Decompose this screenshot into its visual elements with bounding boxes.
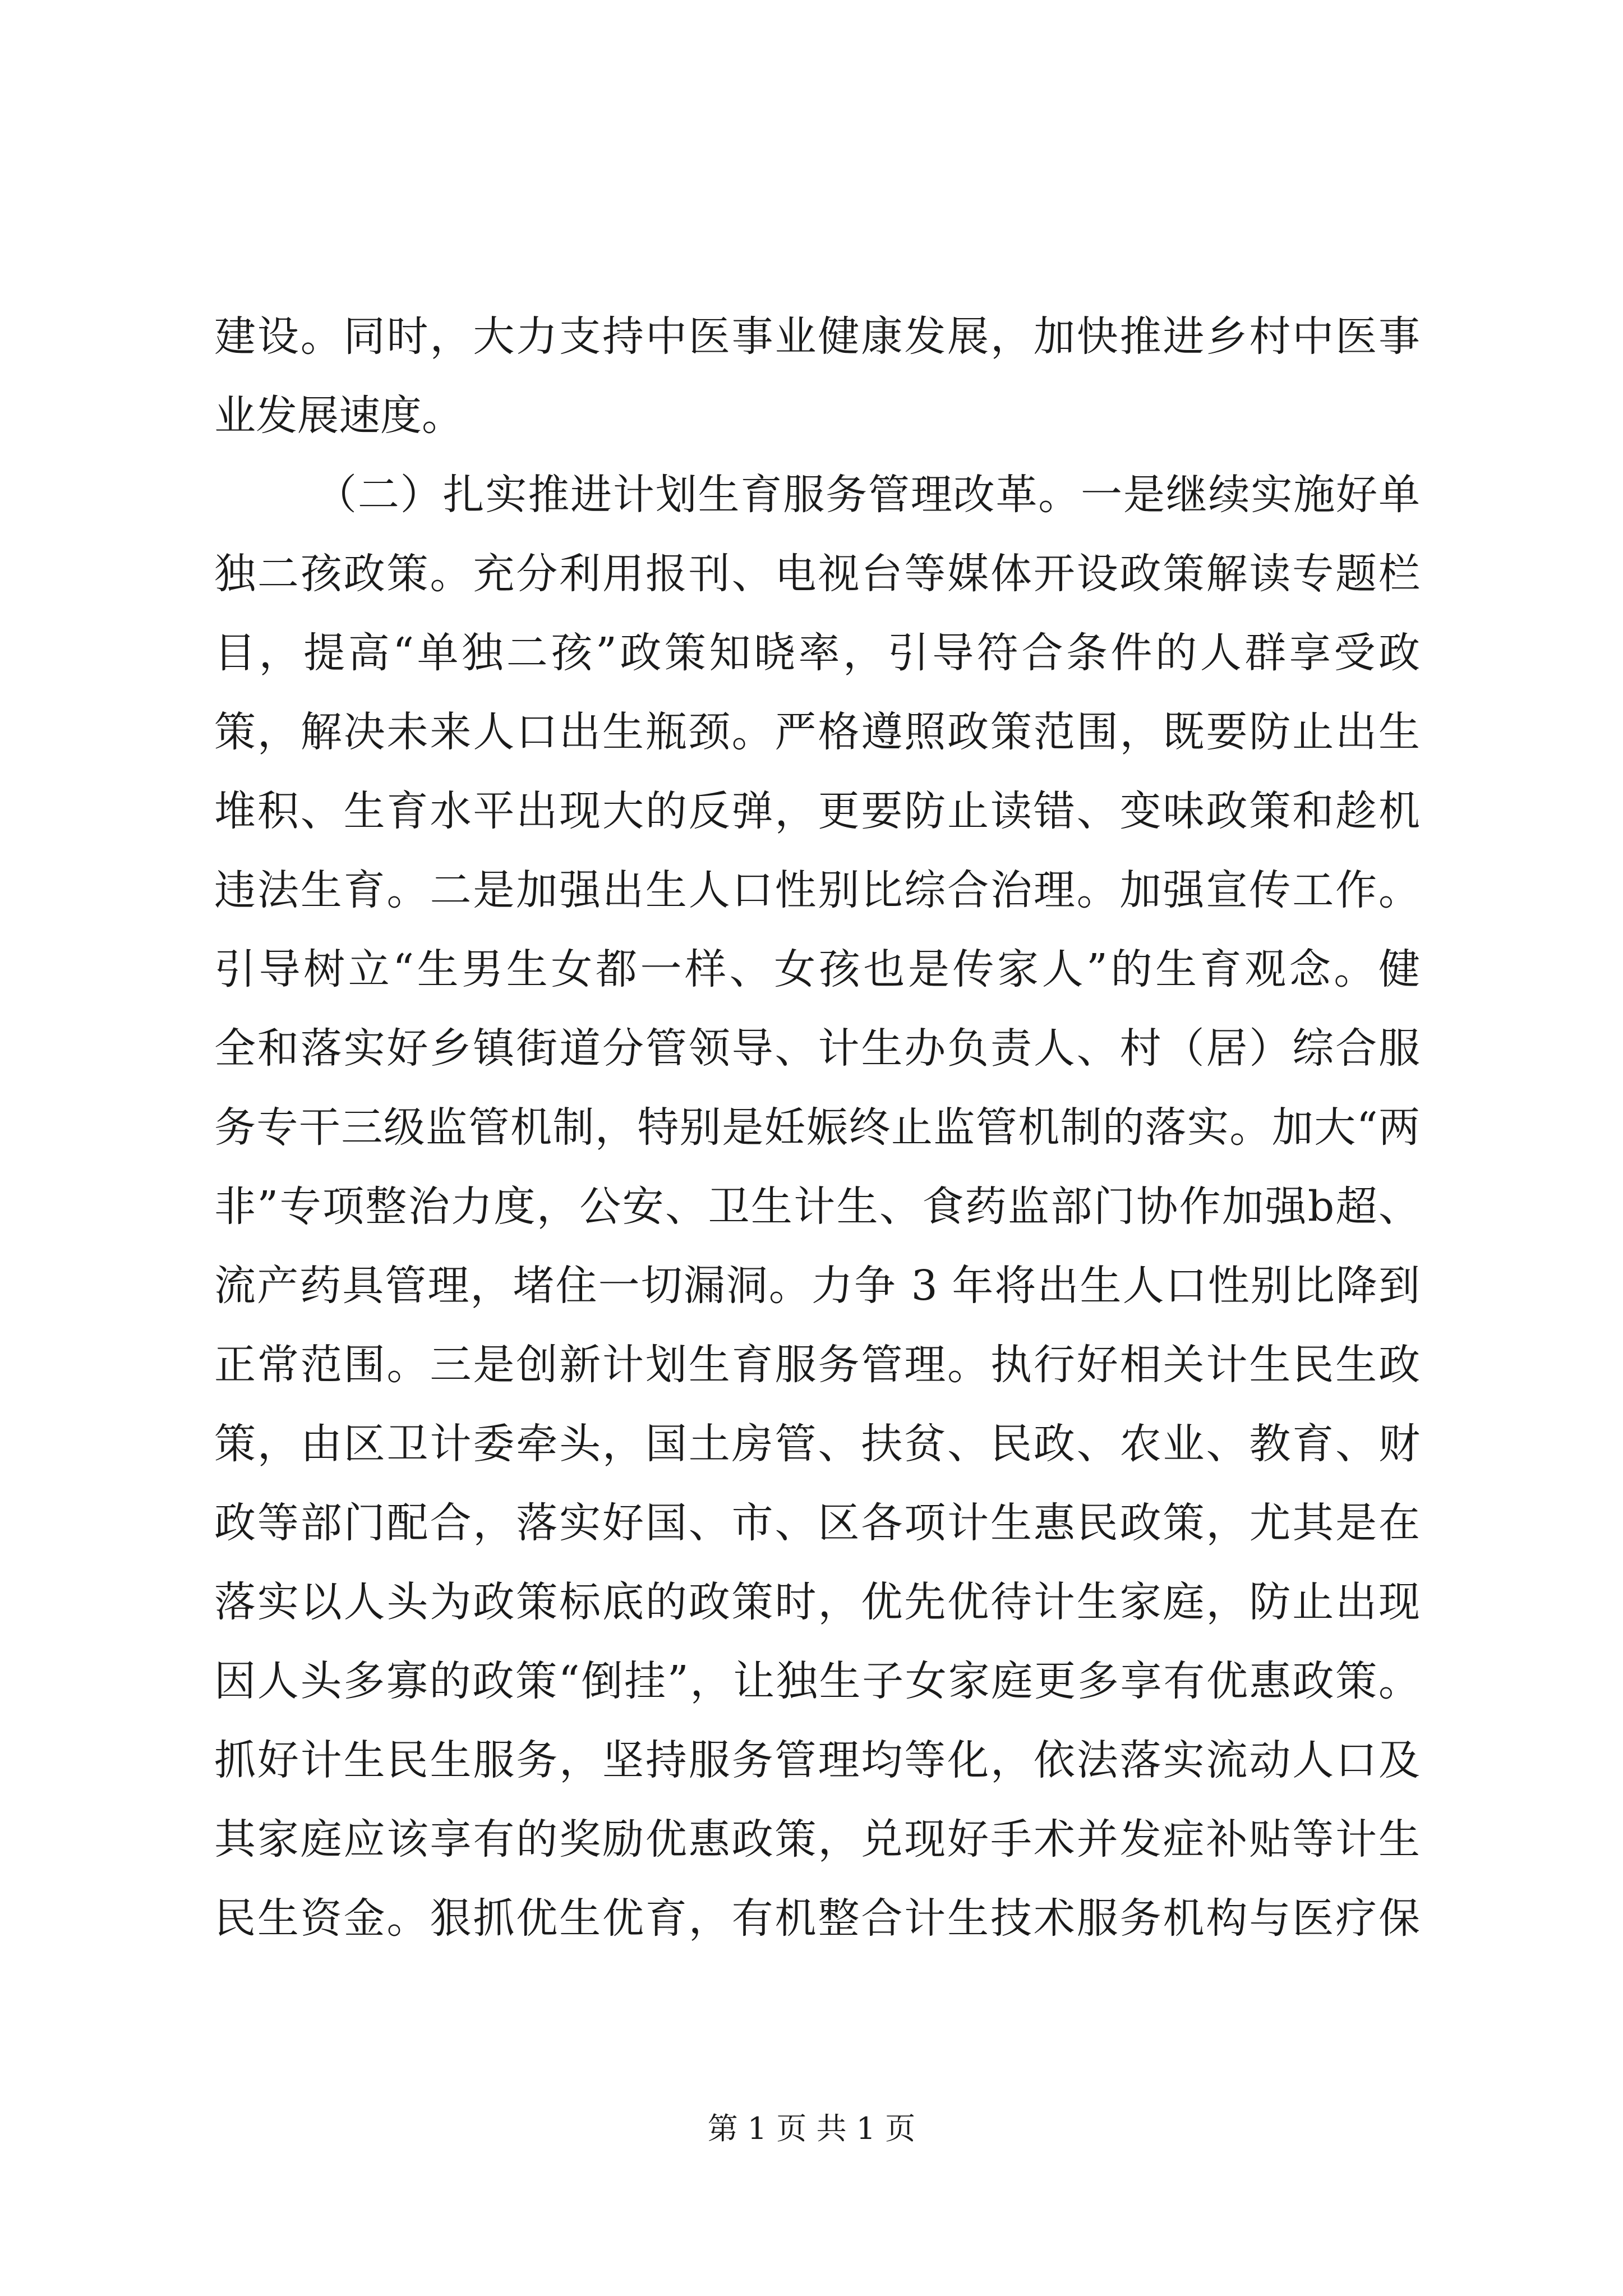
text-line: 业发展速度。 <box>214 392 463 440</box>
text-line: 堆积、生育水平出现大的反弹，更要防止读错、变味政策和趁机 <box>214 787 1420 835</box>
text-line: 策，由区卫计委牵头，国土房管、扶贫、民政、农业、教育、财 <box>214 1420 1420 1468</box>
text-line: 建设。同时，大力支持中医事业健康发展，加快推进乡村中医事 <box>214 312 1420 361</box>
text-line: 务专干三级监管机制，特别是妊娠终止监管机制的落实。加大“两 <box>214 1103 1420 1152</box>
text-line: 民生资金。狠抓优生优育，有机整合计生技术服务机构与医疗保 <box>214 1894 1420 1943</box>
text-line: 流产药具管理，堵住一切漏洞。力争 3 年将出生人口性别比降到 <box>214 1262 1420 1310</box>
text-line: 策，解决未来人口出生瓶颈。严格遵照政策范围，既要防止出生 <box>214 708 1420 756</box>
text-line: 目，提高“单独二孩”政策知晓率，引导符合条件的人群享受政 <box>214 629 1420 677</box>
page-number-footer: 第 1 页 共 1 页 <box>707 2111 916 2146</box>
text-line: 违法生育。二是加强出生人口性别比综合治理。加强宣传工作。 <box>214 866 1420 914</box>
text-line: 引导树立“生男生女都一样、女孩也是传家人”的生育观念。健 <box>214 945 1420 993</box>
text-line: 全和落实好乡镇街道分管领导、计生办负责人、村（居）综合服 <box>214 1024 1420 1073</box>
text-line: 非”专项整治力度，公安、卫生计生、食药监部门协作加强b超、 <box>214 1182 1420 1231</box>
text-line: 正常范围。三是创新计划生育服务管理。执行好相关计生民生政 <box>214 1341 1420 1389</box>
text-line: 独二孩政策。充分利用报刊、电视台等媒体开设政策解读专题栏 <box>214 550 1420 598</box>
text-line: 政等部门配合，落实好国、市、区各项计生惠民政策，尤其是在 <box>214 1499 1420 1547</box>
text-line: 落实以人头为政策标底的政策时，优先优待计生家庭，防止出现 <box>214 1578 1420 1626</box>
text-line: 抓好计生民生服务，坚持服务管理均等化，依法落实流动人口及 <box>214 1736 1420 1784</box>
text-line: 因人头多寡的政策“倒挂”，让独生子女家庭更多享有优惠政策。 <box>214 1657 1420 1705</box>
text-line: 其家庭应该享有的奖励优惠政策，兑现好手术并发症补贴等计生 <box>214 1815 1420 1864</box>
body-text <box>214 297 1420 1958</box>
paragraph-start-line: （二）扎实推进计划生育服务管理改革。一是继续实施好单 <box>315 471 1420 519</box>
